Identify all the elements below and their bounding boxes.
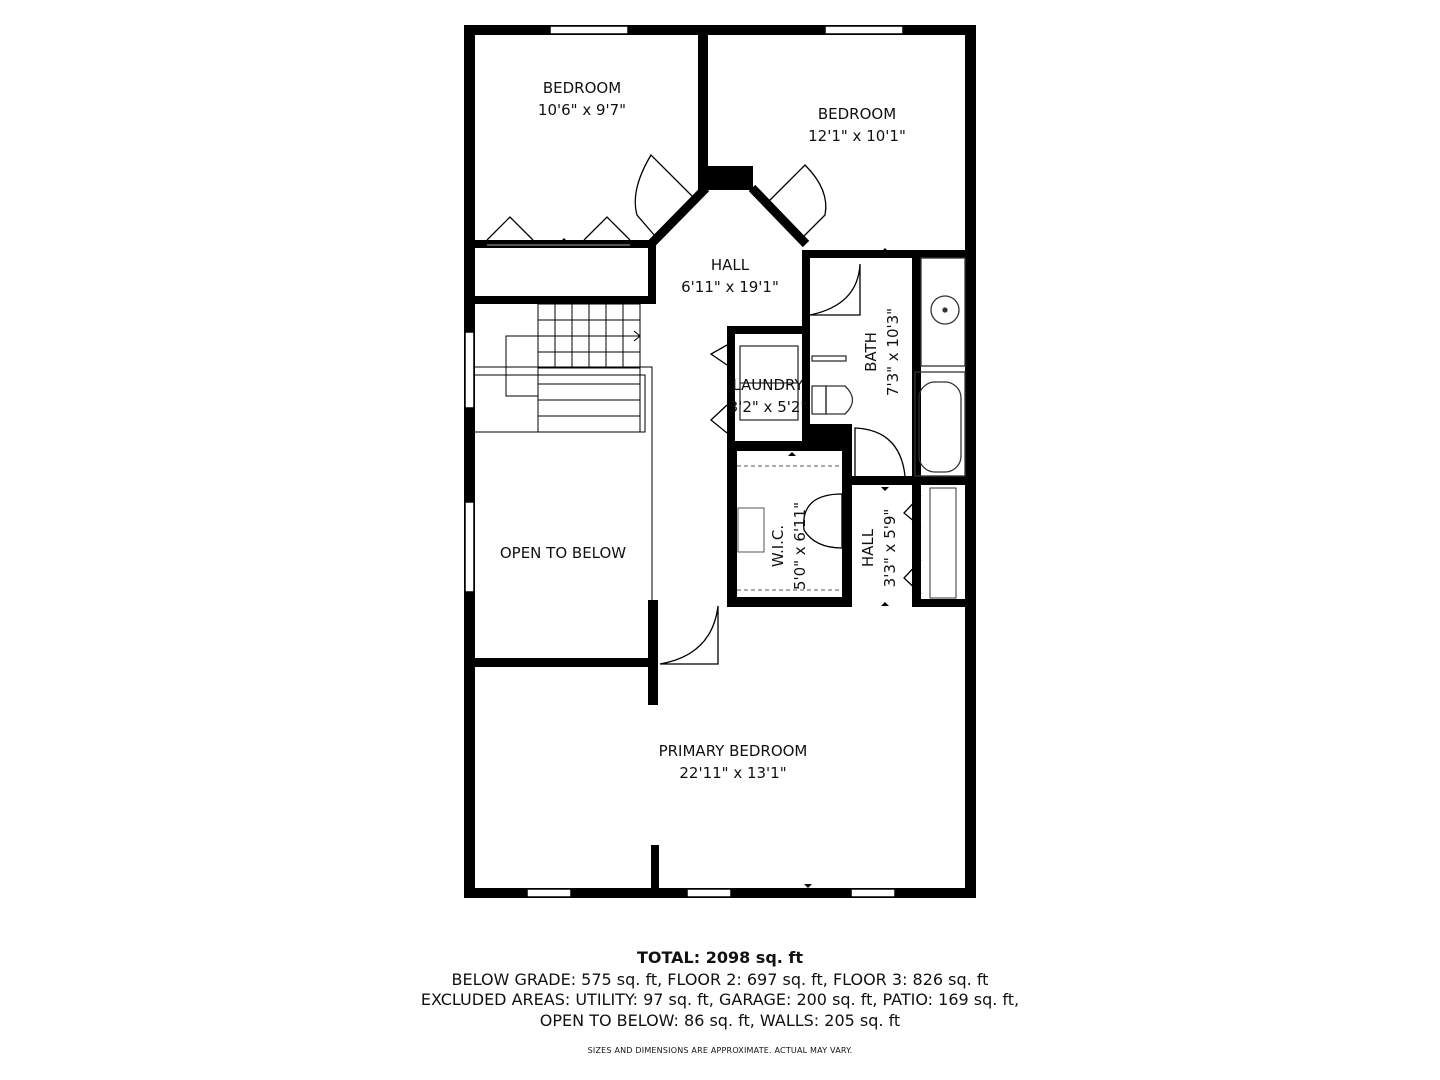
room-name-bedroom-nw: BEDROOM (542, 79, 622, 97)
door-swing (711, 405, 727, 433)
wic-cabinet (738, 508, 764, 552)
room-name-hall-main: HALL (710, 256, 750, 274)
room-name-bath: BATH (862, 332, 880, 372)
tick (804, 884, 812, 888)
door-swing (635, 155, 692, 236)
door-swing (855, 428, 905, 476)
diagonal-walls (652, 188, 806, 244)
room-size-bedroom-ne: 12'1" x 10'1" (808, 127, 906, 145)
room-size-wic: 5'0" x 6'11" (791, 501, 809, 591)
wall (698, 166, 753, 190)
toilet-bowl (826, 386, 853, 414)
toilet-tank (812, 386, 826, 414)
window (687, 889, 731, 897)
closet-edge (930, 488, 956, 598)
disclaimer: SIZES AND DIMENSIONS ARE APPROXIMATE. ACTUAL MAY VARY. (587, 1046, 853, 1055)
total-label: TOTAL: (636, 948, 701, 967)
wall (842, 441, 852, 607)
area-breakdown-line-3: OPEN TO BELOW: 86 sq. ft, WALLS: 205 sq. ft (539, 1011, 901, 1030)
area-breakdown-line-1: BELOW GRADE: 575 sq. ft, FLOOR 2: 697 sq. ft, FLOOR 3: 826 sq. ft (451, 970, 989, 989)
door-swing (804, 494, 842, 548)
wall (475, 296, 655, 304)
room-size-hall-main: 6'11" x 19'1" (681, 278, 779, 296)
window (465, 332, 474, 408)
wall (651, 845, 659, 890)
room-name-laundry: LAUNDRY (732, 376, 804, 394)
room-name-bedroom-ne: BEDROOM (817, 105, 897, 123)
room-name-wic: W.I.C. (769, 524, 787, 568)
door-swing (584, 217, 630, 240)
wall-left (464, 25, 475, 898)
room-size-primary-bedroom: 22'11" x 13'1" (679, 764, 787, 782)
room-name-primary-bedroom: PRIMARY BEDROOM (658, 742, 808, 760)
room-name-hall-small: HALL (859, 528, 877, 568)
railing (475, 367, 652, 600)
door-swing (487, 217, 533, 240)
window (825, 26, 903, 34)
window (550, 26, 628, 34)
wall (727, 597, 852, 607)
room-size-bedroom-nw: 10'6" x 9'7" (537, 101, 627, 119)
wall (852, 476, 965, 485)
tick (788, 452, 796, 456)
wall-right (965, 25, 976, 898)
wall (727, 441, 852, 451)
wall (475, 658, 655, 667)
sink-drain (943, 308, 947, 312)
wall (727, 441, 737, 607)
room-size-laundry: 3'2" x 5'2" (728, 398, 808, 416)
room-size-hall-small: 3'3" x 5'9" (881, 508, 899, 588)
door-swing (660, 606, 718, 664)
bathtub-inner (919, 382, 961, 472)
tick (881, 602, 889, 606)
wall (727, 326, 810, 334)
wall (648, 240, 656, 304)
door-swing (711, 345, 727, 365)
wall (802, 250, 810, 328)
door-swing (810, 264, 860, 315)
total-value: 2098 sq. ft (705, 948, 804, 967)
door-swing (766, 165, 826, 238)
total-area (0, 948, 1440, 967)
tick (881, 487, 889, 491)
wall (752, 188, 806, 244)
area-breakdown-line-2: EXCLUDED AREAS: UTILITY: 97 sq. ft, GARAGE: 200 sq. ft, PATIO: 169 sq. ft, (420, 990, 1020, 1009)
window (465, 502, 474, 592)
wall (652, 188, 706, 243)
window (527, 889, 571, 897)
interior-walls (475, 35, 965, 890)
wall (912, 599, 965, 607)
wall (648, 600, 658, 705)
doors (487, 155, 921, 664)
room-size-bath: 7'3" x 10'3" (884, 307, 902, 397)
stair-landing (506, 336, 538, 396)
towel-bar (812, 356, 846, 361)
room-name-open-to-below: OPEN TO BELOW (499, 544, 627, 562)
window (851, 889, 895, 897)
